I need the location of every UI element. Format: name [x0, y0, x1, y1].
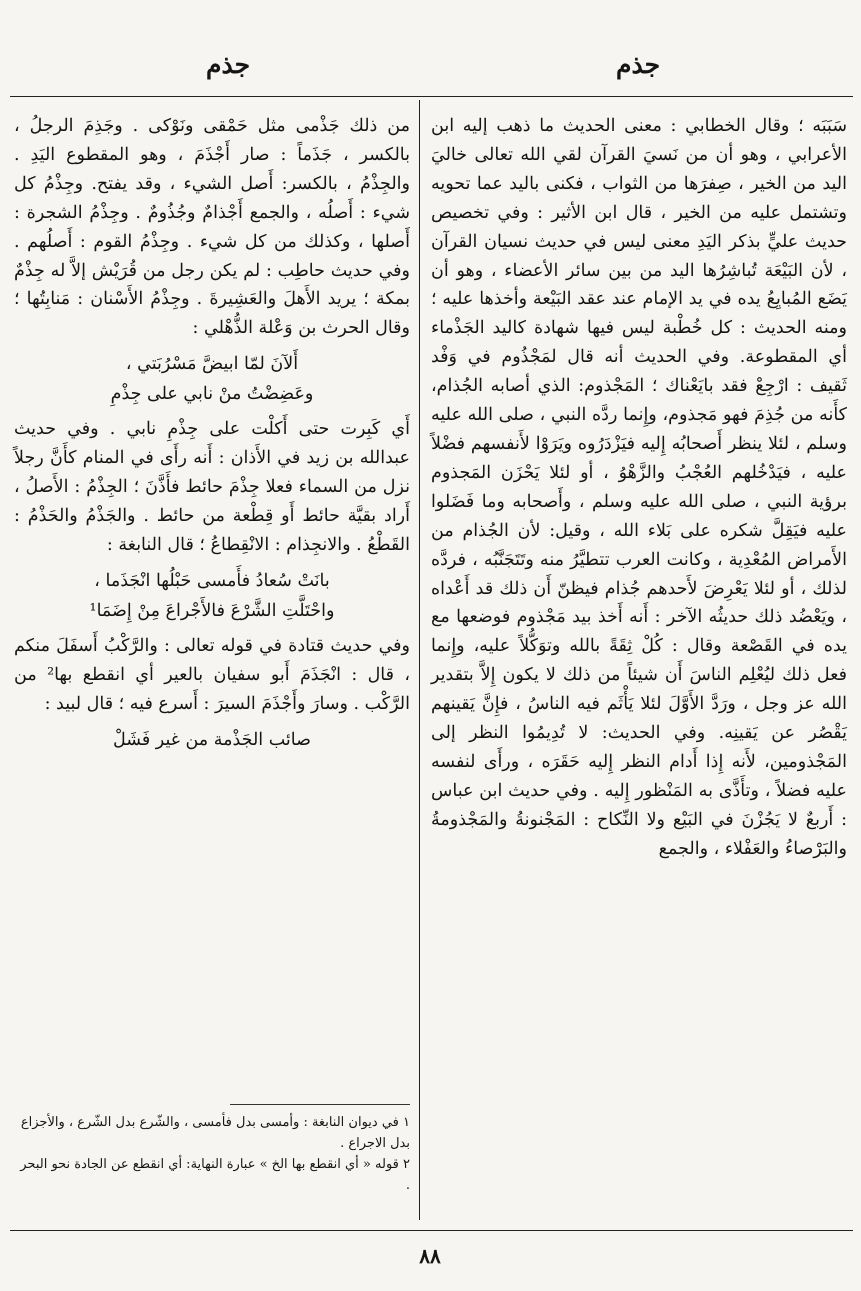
left-paragraph-3: وفي حديث قتادة في قوله تعالى : والرَّكْبُ أَسفَلَ منكم ، قال : انْجَذَمَ أَبو سفيان بالعير أي انقطع بها² من الرَّكْب . وسارَ وأَجْذَمَ السيرَ : أَسرع فيه ؛ قال لبيد :	[14, 635, 411, 714]
verse-2	[14, 566, 410, 626]
footnote-rule	[230, 1104, 410, 1105]
verse-2-line-1: بانَتْ سُعادُ فأَمسى حَبْلُها انْجَذَما ،	[94, 570, 330, 591]
left-column	[14, 112, 410, 761]
running-header-right: جذم	[615, 50, 661, 79]
verse-3: صائب الجَذْمة من غير فَشَلْ	[113, 729, 311, 750]
verse-1-line-1: أَلآنَ لمّا ابيضَّ مَسْرُبَتي ،	[125, 354, 299, 375]
page-number: ٨٨	[419, 1244, 441, 1268]
verse-1-line-2: وعَضِضْتُ منْ نابي على جِذْمِ	[110, 384, 314, 405]
column-divider	[419, 100, 420, 1220]
verse-1	[14, 349, 410, 409]
footnotes	[14, 1112, 410, 1196]
running-header-left: جذم	[205, 50, 251, 79]
verse-2-line-2: واحْتَلَّتِ الشَّرْعَ فالأَجْراعَ مِنْ إِضَمَا¹	[89, 600, 335, 621]
header-rule	[10, 96, 853, 97]
left-paragraph-1: من ذلك جَذْمى مثل حَمْقى ونَوْكى . وجَذِمَ الرجلُ ، بالكسر ، جَذَماً : صار أَجْذَمَ ، وهو المقطوع اليَدِ . والجِذْمُ ، بالكسر: أَصل الشيء ، وقد يفتح. وجِذْمُ كل شيء : أَصلُه ، والجمع أَجْذامٌ وجُذُومٌ . وجِذْمُ الشجرة : أَصلها ، وكذلك من كل شيء . وجِذْمُ القوم : أَصلُهم . وفي حديث حاطِب : لم يكن رجل من قُرَيْش إلاَّ له جِذْمٌ بمكة ؛ يريد الأَهلَ والعَشِيرةَ . وجِذْمُ الأَسْنان : مَنابِتُها ؛ وقال الحرث بن وَعْلة الذُّهْلي :	[14, 116, 410, 339]
footnote-2: ٢ قوله « أي انقطع بها الخ » عبارة النهاية: أي انقطع عن الجادة نحو البحر .	[20, 1157, 410, 1193]
right-column-text: سَبَبَه ؛ وقال الخطابي : معنى الحديث ما ذهب إليه ابن الأعرابي ، وهو أن من نَسيَ القرآن لقي الله تعالى خاليَ اليد من الخير ، صِفرَها من الثواب ، فكنى باليد عما تحويه وتشتمل عليه من الخير ، قال ابن الأثير : وفي تخصيص حديث عليٍّ بذكر اليَدِ معنى ليس في حديث نسيان القرآن ، لأن البَيْعَة تُباشِرُها اليد من بين سائر الأعضاء ، وهو أن يَضَع المُبايِعُ يده في يد الإمام عند عقد البَيْعة وأخذها عليه ؛ ومنه الحديث : كل خُطْبة ليس فيها شهادة كاليد الجَذْماء أي المقطوعة. وفي الحديث أنه قال لمَجْذُوم في وَفْد ثَقيف : ارْجِعْ فقد بايَعْناك ؛ المَجْذوم: الذي أصابه الجُذام، كأَنه من جُذِمَ فهو مَجذوم، وإِنما ردَّه النبي ، صلى الله عليه وسلم ، لئلا ينظر أَصحابُه إِليه فيَزْدَرُوه ويَرَوْا لأَنفسهم فضْلاً عليه ، فيَدْخُلهم العُجْبُ والزَّهْوُ ، أو لئلا يَحْزَن المَجذوم برؤية النبي ، صلى الله عليه وسلم ، وأَصحابه وما فَضَلوا عليه فيَقِلَّ شكره على بَلاء الله ، وقيل: لأن الجُذام من الأَمراض المُعْدِية ، وكانت العرب تتطيَّرُ منه وتَتَجَنَّبُه ، فردَّه لذلك ، أو لئلا يَعْرِضَ لأَحدهم جُذام فيظنّ أَن ذلك قد أَعْداه ، ويَعْضُد ذلك حديثُه الآخر : أَنه أَخذ بيد مَجْذوم فوضعها مع يده في القَصْعة وقال : كُلْ ثِقَةً بالله وتوَكُّلاً عليه، وإِنما فعل ذلك ليُعْلِم الناسَ أَن شيئاً من ذلك لا يكون إِلاَّ بتقدير الله عز وجل ، ورَدَّ الأَوَّلَ لئلا يَأْثَم فيه الناسُ ، فإِنَّ يَقينهم يَقْصُر عن يَقينِه. وفي الحديث: لا تُدِيمُوا النظر إلى المَجْذومين، لأَنه إِذا أَدام النظر إِليه حَقَرَه ، ورأَى لنفسه عليه فضلاً ، وتأَذَّى به المَنْظور إِليه . وفي حديث ابن عباس : أَربعٌ لا يَجُزْنَ في البَيْع ولا النِّكاح : المَجْنونةُ والمَجْذومةُ والبَرْصاءُ والعَفْلاء ، والجمع	[431, 116, 847, 859]
left-paragraph-2: أَي كَبِرت حتى أَكلْت على جِذْمِ نابي . وفي حديث عبدالله بن زيد في الأَذان : أَنه رأَى في المنام كأَنَّ رجلاً نزل من السماء فعلا جِذْمَ حائط فأَذَّنَ ؛ الجِذْمُ : الأَصلُ ، أَراد بقيَّة حائط أَو قِطْعة من حائط . والجَذْمُ والحَذْمُ : القَطْعُ . والانجِذام : الانْقِطاعُ ؛ قال النابغة :	[14, 419, 410, 555]
footer-rule	[10, 1230, 853, 1231]
footnote-1: ١ في ديوان النابغة : وأمسى بدل فأمسى ، والشّرع بدل الشّرع ، والأجزاع بدل الاجراع .	[20, 1115, 410, 1151]
right-column	[431, 112, 847, 864]
